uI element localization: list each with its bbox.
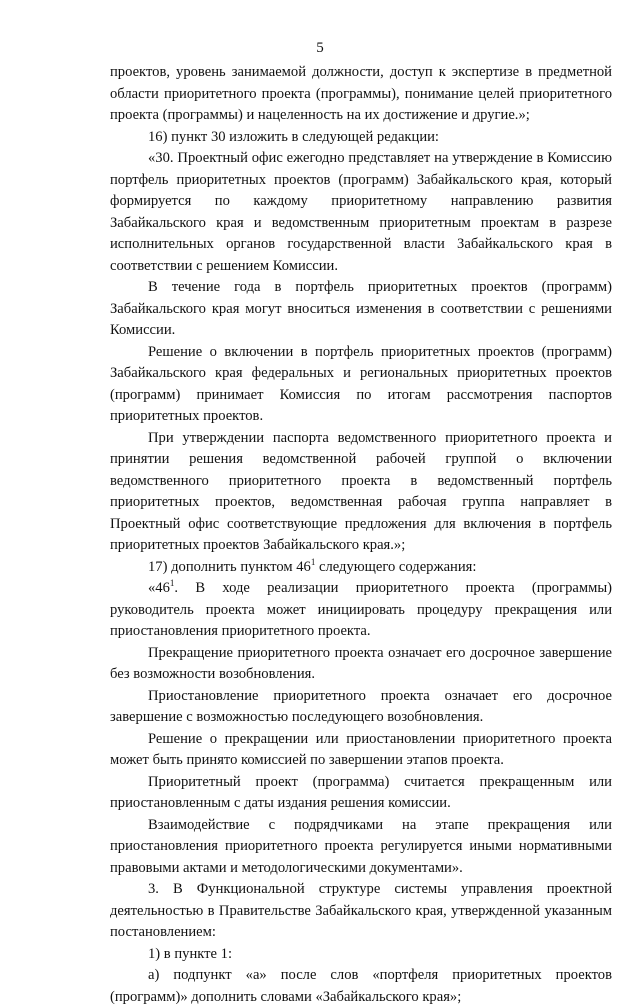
paragraph: Приостановление приоритетного проекта означает его досрочное завершение с возможностью последующего возобновления. — [110, 687, 612, 725]
paragraph — [110, 578, 612, 643]
paragraph: При утверждении паспорта ведомственного приоритетного проекта и принятии решения ведомственной рабочей группой о включении ведомственного приоритетного проекта в ведомственный портфель приоритетных проектов, ведомственная рабочая группа направляет в Проектный офис соответствующие предложения для включения в портфель приоритетных проектов Забайкальского края.»; — [110, 429, 612, 553]
paragraph: а) подпункт «а» после слов «портфеля приоритетных проектов (программ)» дополнить словами «Забайкальского края»; — [110, 967, 612, 1005]
paragraph: Приоритетный проект (программа) считается прекращенным или приостановленным с даты издания решения комиссии. — [110, 773, 612, 811]
paragraph: Решение о прекращении или приостановлении приоритетного проекта может быть принято комиссией по завершении этапов проекта. — [110, 730, 612, 768]
paragraph: проектов, уровень занимаемой должности, доступ к экспертизе в предметной области приоритетного проекта (программы), понимание целей приоритетного проекта (программы) и нацеленность на их достижение и другие.»; — [110, 64, 612, 123]
superscript: 1 — [310, 556, 316, 567]
paragraph-text: 17) дополнить пунктом 46 — [148, 558, 311, 575]
paragraph — [110, 557, 612, 579]
paragraph: Взаимодействие с подрядчиками на этапе прекращения или приостановления приоритетного проекта регулируется иными нормативными правовыми актами и методологическими документами». — [110, 816, 612, 876]
paragraph: 3. В Функциональной структуре системы управления проектной деятельностью в Правительстве Забайкальского края, утвержденной указанным постановлением: — [110, 881, 612, 940]
paragraph: «30. Проектный офис ежегодно представляет на утверждение в Комиссию портфель приоритетных проектов (программ) Забайкальского края, который формируется по каждому приоритетному направлению развития Забайкальского края и ведомственным приоритетным проектам в разрезе исполнительных органов государственной власти Забайкальского края в соответствии с решением Комиссии. — [110, 150, 612, 274]
paragraph: 1) в пункте 1: — [148, 945, 233, 962]
document-body — [110, 62, 612, 1008]
paragraph: 16) пункт 30 изложить в следующей редакции: — [148, 128, 439, 145]
paragraph-text: «46 — [148, 580, 170, 596]
paragraph-text: . В ходе реализации приоритетного проекта (программы) руководитель проекта может инициировать процедуру прекращения или приостановления приоритетного проекта. — [110, 580, 612, 639]
paragraph: Прекращение приоритетного проекта означает его досрочное завершение без возможности возобновления. — [110, 644, 612, 682]
paragraph: Решение о включении в портфель приоритетных проектов (программ) Забайкальского края федеральных и региональных приоритетных проектов (программ) принимает Комиссия по итогам рассмотрения паспортов приоритетных проектов. — [110, 343, 612, 424]
superscript: 1 — [169, 578, 175, 588]
page-number: 5 — [316, 40, 324, 56]
paragraph: В течение года в портфель приоритетных проектов (программ) Забайкальского края могут вноситься изменения в соответствии с решениями Комиссии. — [110, 279, 612, 338]
paragraph-text: следующего содержания: — [315, 558, 477, 575]
